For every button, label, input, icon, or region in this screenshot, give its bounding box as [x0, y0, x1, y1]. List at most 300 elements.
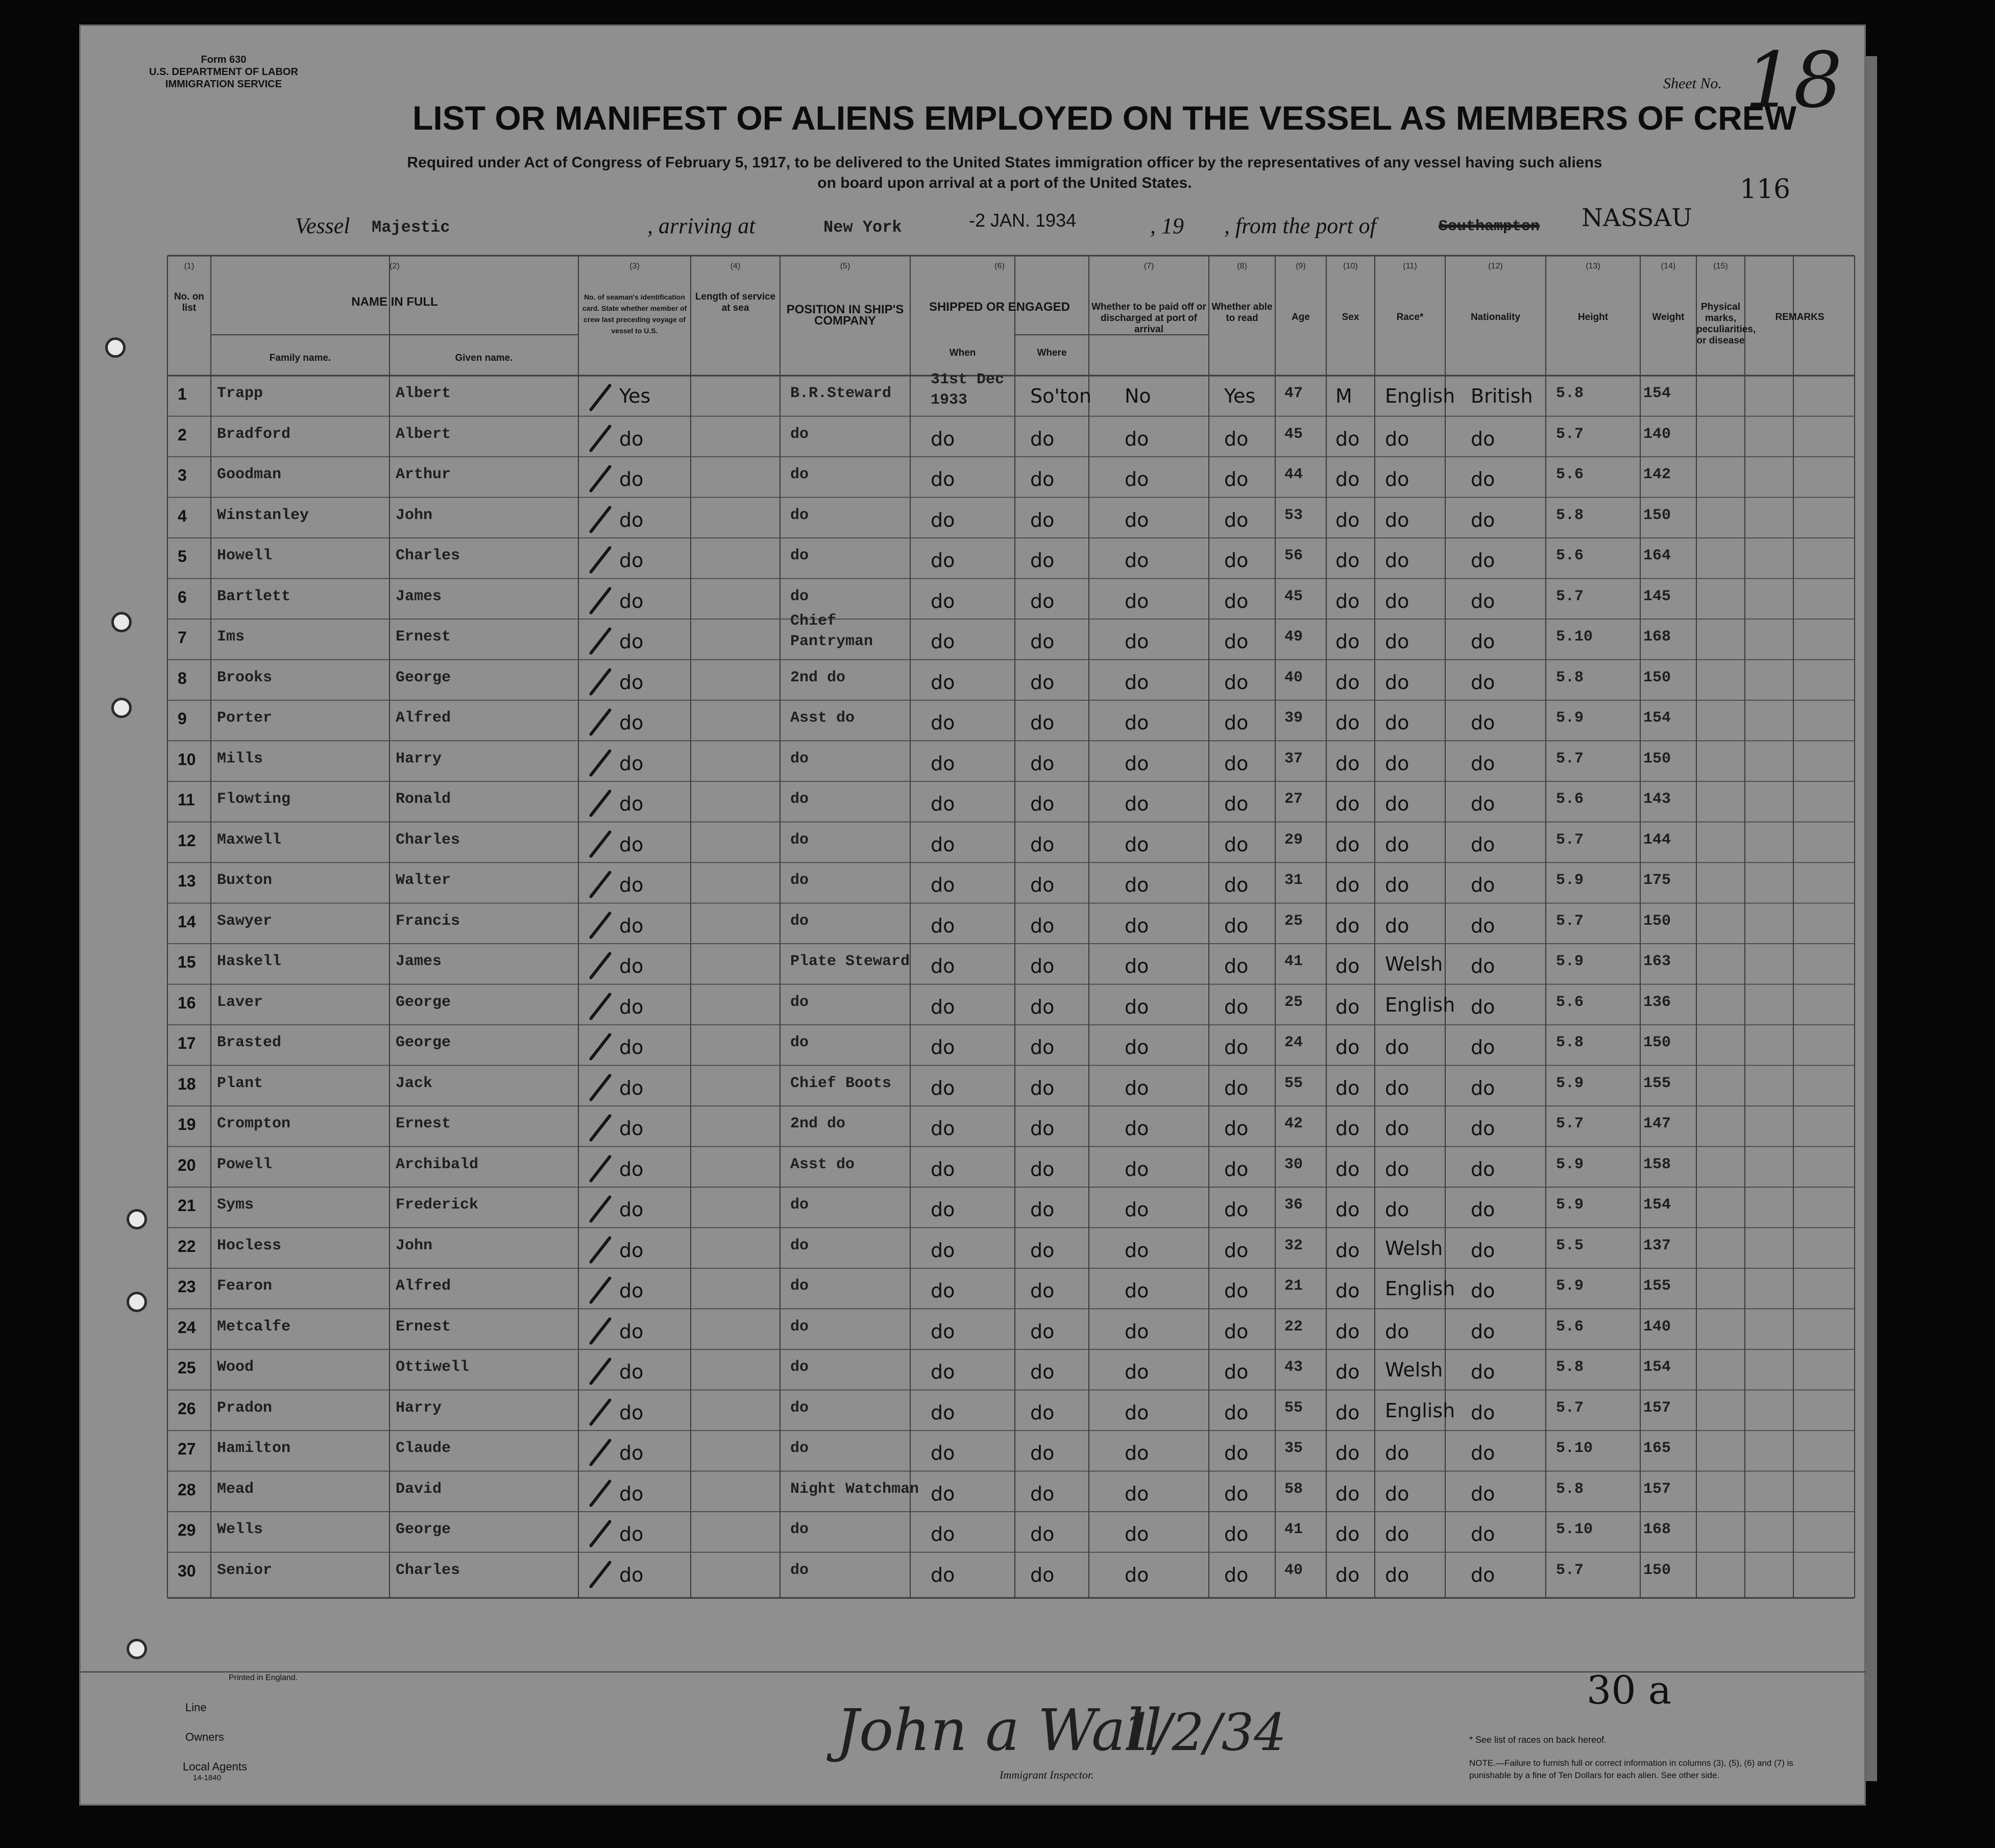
cell-prev: do — [619, 508, 644, 531]
cell-race: do — [1385, 833, 1409, 856]
checkmark-icon — [589, 1398, 612, 1426]
cell-prev: do — [619, 1401, 644, 1424]
cell-no: 30 — [178, 1561, 196, 1580]
cell-nat: do — [1471, 914, 1495, 937]
cell-nat: do — [1471, 1401, 1495, 1424]
cell-read: do — [1224, 793, 1249, 815]
line-label: Line — [185, 1701, 207, 1714]
cell-given: Archibald — [396, 1155, 479, 1173]
cell-given: Ernest — [396, 1115, 451, 1132]
cell-sex: do — [1335, 1076, 1360, 1099]
cell-where: do — [1030, 1198, 1055, 1221]
cell-race: do — [1385, 1198, 1409, 1221]
crew-row — [81, 579, 1864, 620]
cell-position: do — [790, 1196, 809, 1214]
cell-paid: do — [1125, 793, 1149, 815]
cell-weight: 150 — [1643, 506, 1671, 524]
cell-sex: do — [1335, 995, 1360, 1018]
cell-prev: do — [619, 1198, 644, 1221]
column-header: Sex — [1342, 312, 1359, 323]
cell-height: 5.6 — [1556, 547, 1584, 564]
cell-paid: do — [1125, 671, 1149, 694]
cell-nat: do — [1471, 1198, 1495, 1221]
crew-row — [81, 1106, 1864, 1147]
cell-when: do — [931, 589, 955, 612]
cell-read: do — [1224, 1563, 1249, 1586]
cell-when: do — [931, 1563, 955, 1586]
checkmark-icon — [589, 1114, 612, 1142]
cell-read: do — [1224, 1036, 1249, 1058]
crew-row — [81, 1066, 1864, 1106]
cell-race: do — [1385, 427, 1409, 450]
race-note: * See list of races on back hereof. — [1469, 1735, 1607, 1745]
cell-weight: 163 — [1643, 953, 1671, 970]
cell-no: 25 — [178, 1359, 196, 1377]
cell-family: Fearon — [217, 1277, 273, 1295]
cell-height: 5.8 — [1556, 506, 1584, 524]
cell-family: Laver — [217, 993, 263, 1011]
cell-age: 45 — [1284, 587, 1303, 605]
cell-family: Wells — [217, 1521, 263, 1538]
cell-read: do — [1224, 833, 1249, 856]
cell-family: Wood — [217, 1359, 254, 1376]
cell-read: do — [1224, 630, 1249, 653]
cell-sex: do — [1335, 1523, 1360, 1545]
cell-position: do — [790, 506, 809, 524]
column-header: Length of service at sea — [695, 291, 776, 313]
checkmark-icon — [589, 992, 612, 1021]
crew-row — [81, 944, 1864, 984]
checkmark-icon — [589, 1357, 612, 1386]
crew-row — [81, 498, 1864, 538]
cell-when: do — [931, 1076, 955, 1099]
cell-given: John — [396, 506, 433, 524]
cell-no: 16 — [178, 993, 196, 1012]
cell-no: 27 — [178, 1440, 196, 1458]
sheet-label: Sheet No. — [1663, 75, 1722, 92]
cell-family: Porter — [217, 709, 273, 727]
cell-weight: 164 — [1643, 547, 1671, 564]
crew-row — [81, 1187, 1864, 1228]
cell-weight: 140 — [1643, 425, 1671, 443]
cell-race: do — [1385, 1563, 1409, 1586]
cell-age: 41 — [1284, 953, 1303, 970]
cell-sex: do — [1335, 1401, 1360, 1424]
cell-height: 5.7 — [1556, 1399, 1584, 1417]
cell-when: do — [931, 1239, 955, 1262]
subtitle-line-1: Required under Act of Congress of February 5, 1917, to be delivered to the United States immigration officer by the representatives of any vessel having such aliens — [407, 154, 1602, 171]
cell-where: do — [1030, 427, 1055, 450]
cell-nat: do — [1471, 508, 1495, 531]
printed-in-england: Printed in England. — [229, 1673, 298, 1682]
cell-nat: do — [1471, 589, 1495, 612]
column-number: (12) — [1488, 262, 1503, 270]
cell-given: Alfred — [396, 1277, 451, 1295]
cell-weight: 154 — [1643, 1359, 1671, 1376]
column-header: Whether to be paid off or discharged at port of arrival — [1091, 302, 1206, 335]
cell-prev: do — [619, 1523, 644, 1545]
cell-prev: do — [619, 1361, 644, 1383]
column-header: Given name. — [455, 353, 513, 363]
cell-nat: do — [1471, 1442, 1495, 1464]
crew-row — [81, 660, 1864, 701]
cell-paid: do — [1125, 1076, 1149, 1099]
cell-read: do — [1224, 549, 1249, 572]
column-number: (14) — [1661, 262, 1676, 270]
cell-paid: do — [1125, 549, 1149, 572]
cell-family: Mead — [217, 1480, 254, 1498]
cell-paid: do — [1125, 1361, 1149, 1383]
cell-family: Hamilton — [217, 1440, 291, 1457]
cell-given: Claude — [396, 1440, 451, 1457]
cell-paid: do — [1125, 711, 1149, 734]
cell-position: do — [790, 466, 809, 483]
manifest-sheet — [79, 24, 1866, 1806]
cell-position: do — [790, 750, 809, 768]
checkmark-icon — [589, 668, 612, 696]
cell-paid: do — [1125, 752, 1149, 775]
column-header: Age — [1292, 312, 1310, 323]
cell-nat: do — [1471, 630, 1495, 653]
cell-no: 23 — [178, 1277, 196, 1296]
cell-height: 5.7 — [1556, 1115, 1584, 1132]
cell-paid: do — [1125, 1036, 1149, 1058]
cell-sex: do — [1335, 1320, 1360, 1343]
cell-race: Welsh — [1385, 1359, 1443, 1381]
cell-paid: do — [1125, 1198, 1149, 1221]
cell-position: do — [790, 1359, 809, 1376]
cell-age: 35 — [1284, 1440, 1303, 1457]
cell-prev: do — [619, 549, 644, 572]
cell-sex: do — [1335, 508, 1360, 531]
cell-given: Francis — [396, 912, 460, 930]
cell-no: 15 — [178, 953, 196, 971]
cell-nat: do — [1471, 793, 1495, 815]
cell-when: do — [931, 1117, 955, 1140]
date-stamp: -2 JAN. 1934 — [969, 210, 1077, 231]
cell-given: James — [396, 587, 442, 605]
crew-row — [81, 863, 1864, 903]
cell-race: Welsh — [1385, 953, 1443, 975]
cell-read: do — [1224, 752, 1249, 775]
checkmark-icon — [589, 951, 612, 980]
checkmark-icon — [589, 1032, 612, 1061]
cell-read: do — [1224, 711, 1249, 734]
cell-race: do — [1385, 1320, 1409, 1343]
cell-nat: do — [1471, 1036, 1495, 1058]
cell-read: do — [1224, 1117, 1249, 1140]
cell-weight: 154 — [1643, 709, 1671, 727]
cell-sex: do — [1335, 1239, 1360, 1262]
cell-family: Sawyer — [217, 912, 273, 930]
cell-sex: do — [1335, 833, 1360, 856]
cell-given: Ernest — [396, 1318, 451, 1336]
cell-prev: do — [619, 1076, 644, 1099]
cell-paid: do — [1125, 1523, 1149, 1545]
cell-age: 36 — [1284, 1196, 1303, 1214]
cell-no: 22 — [178, 1237, 196, 1255]
column-number: (7) — [1144, 262, 1154, 270]
cell-race: English — [1385, 1399, 1455, 1422]
crew-row — [81, 457, 1864, 498]
cell-position: do — [790, 1399, 809, 1417]
cell-paid: do — [1125, 1157, 1149, 1180]
cell-age: 58 — [1284, 1480, 1303, 1498]
cell-position: Asst do — [790, 709, 855, 727]
cell-weight: 150 — [1643, 1561, 1671, 1579]
arriving-label: , arriving at — [647, 213, 756, 238]
cell-no: 13 — [178, 872, 196, 890]
cell-no: 17 — [178, 1034, 196, 1052]
checkmark-icon — [589, 870, 612, 899]
cell-height: 5.9 — [1556, 1196, 1584, 1214]
cell-prev: do — [619, 589, 644, 612]
cell-prev: do — [619, 1279, 644, 1302]
checkmark-icon — [589, 708, 612, 736]
cell-where: do — [1030, 914, 1055, 937]
cell-prev: do — [619, 630, 644, 653]
checkmark-icon — [589, 1560, 612, 1589]
cell-given: Charles — [396, 547, 460, 564]
cell-sex: do — [1335, 630, 1360, 653]
cell-weight: 142 — [1643, 466, 1671, 483]
cell-where: do — [1030, 630, 1055, 653]
cell-height: 5.6 — [1556, 1318, 1584, 1336]
cell-sex: do — [1335, 1442, 1360, 1464]
cell-given: Charles — [396, 831, 460, 849]
cell-given: Arthur — [396, 466, 451, 483]
cell-where: do — [1030, 1279, 1055, 1302]
checkmark-icon — [589, 383, 612, 412]
arrival-port: New York — [823, 218, 902, 237]
cell-weight: 143 — [1643, 791, 1671, 808]
cell-when: do — [931, 793, 955, 815]
cell-nat: do — [1471, 995, 1495, 1018]
cell-nat: British — [1471, 385, 1533, 407]
cell-family: Senior — [217, 1561, 273, 1579]
checkmark-icon — [589, 546, 612, 574]
cell-prev: do — [619, 833, 644, 856]
cell-age: 42 — [1284, 1115, 1303, 1132]
checkmark-icon — [589, 1479, 612, 1508]
cell-where: do — [1030, 1482, 1055, 1505]
crew-row — [81, 538, 1864, 579]
column-number: (2) — [390, 262, 400, 270]
cell-read: do — [1224, 671, 1249, 694]
cell-position: do — [790, 791, 809, 808]
cell-family: Crompton — [217, 1115, 291, 1132]
cell-race: do — [1385, 549, 1409, 572]
form-header — [147, 54, 300, 90]
cell-when: do — [931, 1482, 955, 1505]
cell-sex: do — [1335, 1036, 1360, 1058]
cell-height: 5.6 — [1556, 466, 1584, 483]
subtitle-line-2: on board upon arrival at a port of the United States. — [817, 175, 1192, 191]
cell-when: do — [931, 1036, 955, 1058]
punch-hole — [127, 1639, 147, 1659]
checkmark-icon — [589, 1317, 612, 1345]
cell-family: Brooks — [217, 669, 273, 686]
cell-height: 5.8 — [1556, 385, 1584, 402]
cell-family: Flowting — [217, 791, 291, 808]
cell-sex: do — [1335, 793, 1360, 815]
cell-age: 30 — [1284, 1155, 1303, 1173]
checkmark-icon — [589, 789, 612, 818]
cell-weight: 150 — [1643, 912, 1671, 930]
cell-paid: do — [1125, 508, 1149, 531]
inspector-label: Immigrant Inspector. — [1000, 1768, 1094, 1781]
cell-prev: do — [619, 1442, 644, 1464]
cell-race: do — [1385, 468, 1409, 490]
cell-age: 53 — [1284, 506, 1303, 524]
column-header: Height — [1577, 312, 1609, 323]
crew-row — [81, 416, 1864, 457]
column-number: (10) — [1343, 262, 1358, 270]
cell-weight: 145 — [1643, 587, 1671, 605]
crew-row — [81, 1349, 1864, 1390]
cell-height: 5.8 — [1556, 669, 1584, 686]
signature-date: 1/2/34 — [1122, 1703, 1286, 1762]
column-header: POSITION IN SHIP'S COMPANY — [786, 303, 904, 328]
cell-sex: do — [1335, 914, 1360, 937]
cell-prev: do — [619, 1036, 644, 1058]
cell-age: 21 — [1284, 1277, 1303, 1295]
cell-given: Albert — [396, 385, 451, 402]
cell-height: 5.7 — [1556, 912, 1584, 930]
cell-position: do — [790, 1561, 809, 1579]
cell-paid: do — [1125, 1401, 1149, 1424]
cell-prev: do — [619, 752, 644, 775]
crew-row — [81, 741, 1864, 782]
crew-row — [81, 1390, 1864, 1431]
cell-weight: 165 — [1643, 1440, 1671, 1457]
cell-given: Albert — [396, 425, 451, 443]
cell-family: Plant — [217, 1074, 263, 1092]
sheet-number: 18 — [1745, 36, 1842, 125]
cell-race: do — [1385, 1076, 1409, 1099]
column-header: Race* — [1396, 312, 1424, 323]
cell-no: 12 — [178, 831, 196, 850]
cell-height: 5.10 — [1556, 628, 1593, 646]
cell-paid: do — [1125, 1117, 1149, 1140]
cell-paid: do — [1125, 589, 1149, 612]
cell-no: 19 — [178, 1115, 196, 1134]
cell-where: do — [1030, 955, 1055, 977]
cell-sex: do — [1335, 1157, 1360, 1180]
cell-height: 5.7 — [1556, 587, 1584, 605]
cell-nat: do — [1471, 1563, 1495, 1586]
cell-when: do — [931, 468, 955, 490]
cell-paid: do — [1125, 468, 1149, 490]
inspector-signature: John a Wall — [836, 1697, 1162, 1764]
column-header: Family name. — [269, 353, 331, 363]
cell-when: do — [931, 995, 955, 1018]
checkmark-icon — [589, 1073, 612, 1102]
cell-family: Powell — [217, 1155, 273, 1173]
checkmark-icon — [589, 1236, 612, 1264]
cell-age: 55 — [1284, 1074, 1303, 1092]
cell-paid: do — [1125, 1320, 1149, 1343]
checkmark-icon — [589, 1276, 612, 1304]
cell-read: do — [1224, 955, 1249, 977]
cell-prev: do — [619, 914, 644, 937]
cell-read: do — [1224, 1401, 1249, 1424]
cell-given: Charles — [396, 1561, 460, 1579]
cell-race: do — [1385, 793, 1409, 815]
cell-sex: do — [1335, 549, 1360, 572]
cell-no: 9 — [178, 709, 187, 728]
cell-age: 25 — [1284, 993, 1303, 1011]
cell-no: 24 — [178, 1318, 196, 1337]
cell-height: 5.9 — [1556, 1277, 1584, 1295]
cell-weight: 150 — [1643, 1034, 1671, 1051]
cell-family: Syms — [217, 1196, 254, 1214]
form-code: 14-1840 — [193, 1773, 222, 1782]
cell-given: Ronald — [396, 791, 451, 808]
cell-height: 5.6 — [1556, 791, 1584, 808]
from-port-label: , from the port of — [1224, 213, 1376, 238]
cell-nat: do — [1471, 1279, 1495, 1302]
vessel-name: Majestic — [372, 218, 450, 237]
cell-nat: do — [1471, 833, 1495, 856]
cell-sex: do — [1335, 468, 1360, 490]
page-edge — [1866, 56, 1877, 1781]
year-label: , 19 — [1150, 213, 1184, 238]
crew-row — [81, 371, 1864, 416]
cell-weight: 154 — [1643, 385, 1671, 402]
cell-no: 28 — [178, 1480, 196, 1499]
checkmark-icon — [589, 749, 612, 777]
cell-weight: 147 — [1643, 1115, 1671, 1132]
cell-paid: do — [1125, 914, 1149, 937]
checkmark-icon — [589, 586, 612, 615]
cell-family: Bartlett — [217, 587, 291, 605]
cell-height: 5.9 — [1556, 872, 1584, 889]
cell-no: 26 — [178, 1399, 196, 1418]
cell-sex: do — [1335, 1198, 1360, 1221]
cell-sex: do — [1335, 1117, 1360, 1140]
crew-row — [81, 903, 1864, 944]
cell-sex: do — [1335, 1361, 1360, 1383]
cell-when: do — [931, 671, 955, 694]
cell-weight: 155 — [1643, 1277, 1671, 1295]
cell-read: Yes — [1224, 385, 1256, 407]
cell-no: 7 — [178, 628, 187, 647]
cell-when: do — [931, 1320, 955, 1343]
cell-weight: 137 — [1643, 1237, 1671, 1254]
cell-given: Harry — [396, 1399, 442, 1417]
cell-family: Mills — [217, 750, 263, 768]
cell-race: do — [1385, 589, 1409, 612]
cell-when: do — [931, 914, 955, 937]
cell-no: 10 — [178, 750, 196, 769]
count-note: 30 a — [1587, 1667, 1672, 1713]
cell-when: do — [931, 1361, 955, 1383]
cell-nat: do — [1471, 874, 1495, 896]
cell-sex: do — [1335, 752, 1360, 775]
cell-prev: do — [619, 955, 644, 977]
cell-sex: do — [1335, 1482, 1360, 1505]
crew-row — [81, 1471, 1864, 1512]
crew-row — [81, 1309, 1864, 1350]
cell-when: do — [931, 752, 955, 775]
checkmark-icon — [589, 424, 612, 453]
cell-given: Harry — [396, 750, 442, 768]
cell-where: do — [1030, 671, 1055, 694]
cell-position: do — [790, 425, 809, 443]
cell-no: 1 — [178, 385, 187, 403]
from-port-struck: Southampton — [1439, 218, 1540, 235]
